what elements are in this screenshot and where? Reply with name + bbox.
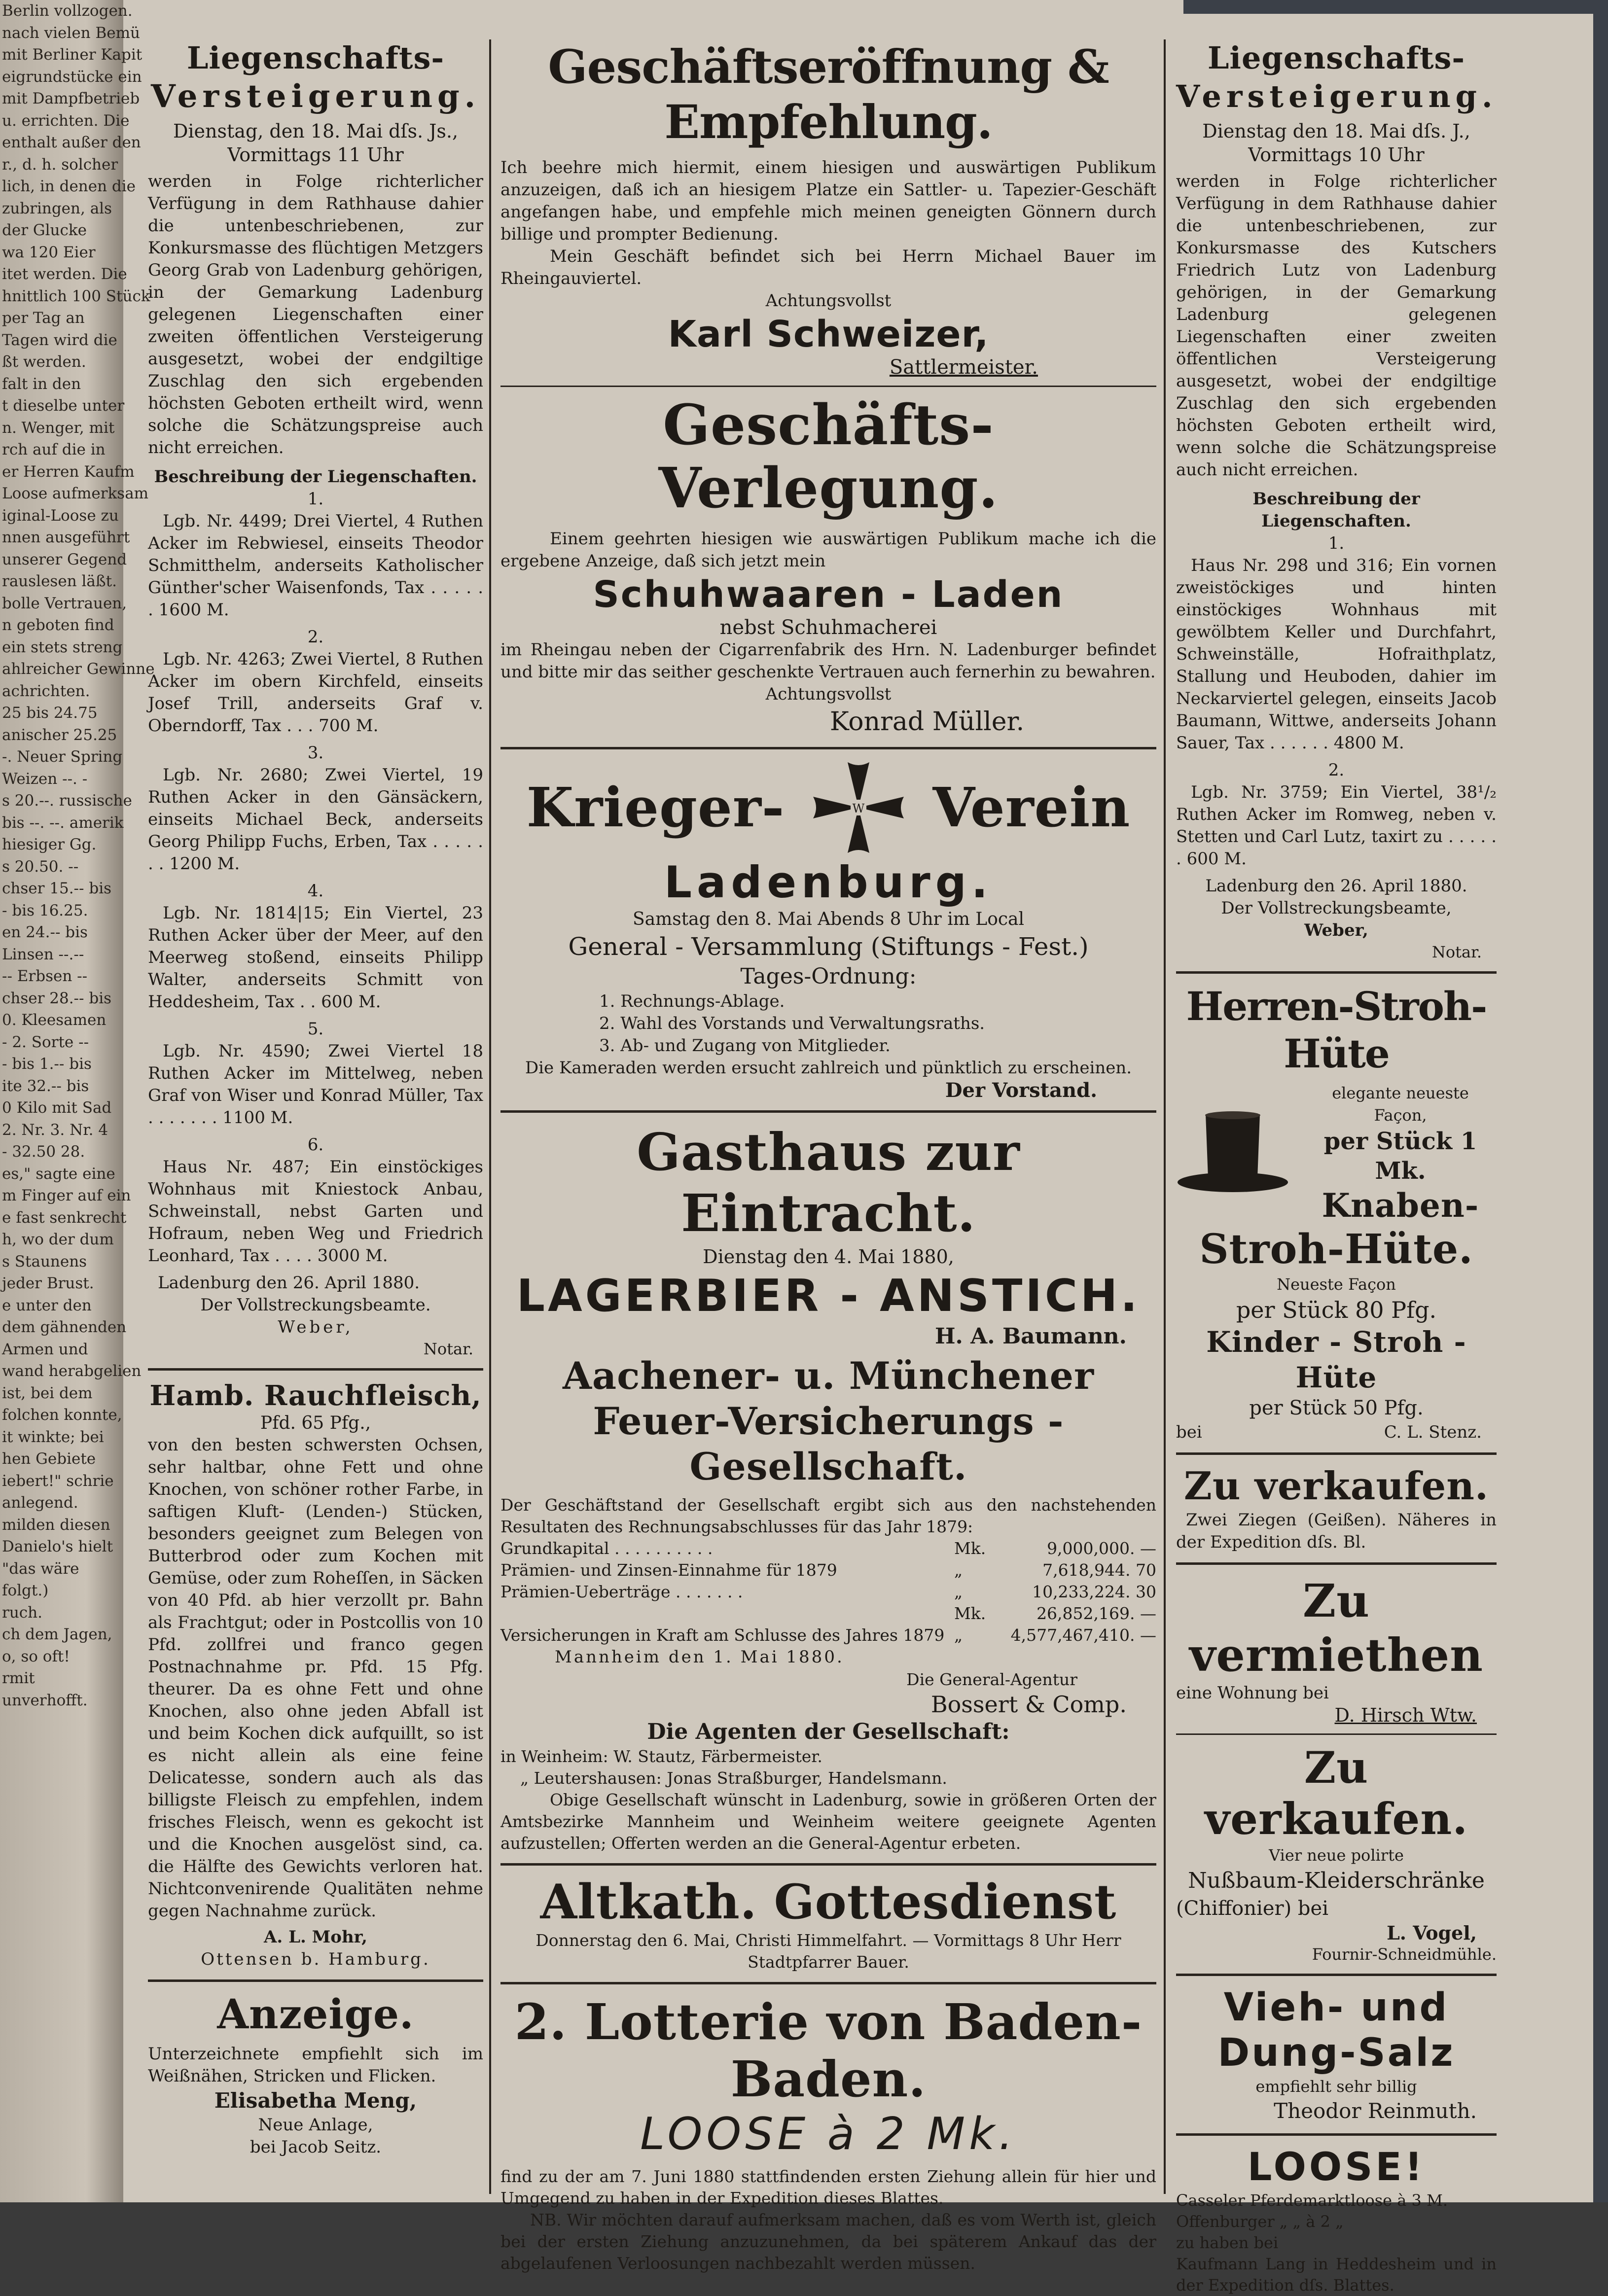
- kv-header: [500, 758, 1156, 857]
- salz-text: empfiehlt sehr billig: [1255, 2077, 1417, 2096]
- binding-text-line: eigrundstücke ein: [2, 68, 142, 86]
- binding-text-line: falt in den: [2, 375, 81, 393]
- fv-cell-mk: „: [954, 1560, 963, 1580]
- binding-text-line: rch auf die in: [2, 441, 106, 459]
- loose-l2: Offenburger „ „ à 2 „: [1176, 2212, 1344, 2231]
- binding-text-line: s Staunens: [2, 1252, 87, 1271]
- auction-official-name: Weber,: [278, 1317, 354, 1337]
- lot-title: 2. Lotterie von Baden-Baden.: [514, 1993, 1143, 2108]
- binding-text-line: 25 bis 24.75: [2, 704, 98, 722]
- fv-place: Mannheim den 1. Mai 1880.: [555, 1647, 844, 1667]
- auction-item-number: 2.: [1328, 760, 1345, 780]
- binding-text-line: m Finger auf ein: [2, 1187, 131, 1204]
- hut-kn2: Stroh-Hüte.: [1199, 1226, 1473, 1273]
- fv-cell-val: 4,577,467,410. —: [1010, 1625, 1156, 1645]
- fv-agent2: „ Leutershausen: Jonas Straßburger, Handelsmann.: [520, 1768, 947, 1788]
- binding-text-line: - 32.50 28.: [2, 1143, 85, 1161]
- rauch-text: von den besten schwersten Ochsen, sehr haltbar, ohne Fett und ohne Knochen, von schöner rother Farbe, in saftigen Kluft- (Lenden-) Stücken, besonders geeignet zum Belegen von Butterbrod oder zum Kochen mit Gemüse, oder zum Roheſſen, in Säcken von 40 Pfd. ab hier verzollt pr. Bahn als Frachtgut; oder in Postcollis von 10 Pfd. zollfrei und franco gegen Postnachnahme pr. Pfd. 15 Pfg. theurer. Da es ohne Fett und ohne Knochen, also ohne jeden Abfall ist und beim Kochen dick aufquillt, so ist es nicht allein als eine feine Delicatesse, sondern auch als das billigste Fleisch zu empfehlen, indem frisches Fleisch, wenn es gekocht ist und die Knochen ausgelöst sind, ca. die Hälfte des Gewichts verloren hat. Nichtconvenirende Qualitäten nehme gegen Nachnahme zurück.: [148, 1435, 483, 1921]
- auction-place-date: Ladenburg den 26. April 1880.: [158, 1273, 420, 1293]
- fv-cell-label: [500, 1603, 954, 1625]
- auction-title-line2: Versteigerung.: [150, 78, 481, 115]
- hut-line2: per Stück 1 Mk.: [1323, 1128, 1477, 1185]
- binding-text-line: - bis 16.25.: [2, 901, 88, 919]
- auction-official-title: Notar.: [423, 1340, 473, 1358]
- binding-text-line: dem gähnenden: [2, 1318, 127, 1336]
- fv-cell-mk: Mk.: [954, 1604, 986, 1623]
- lot-text: find zu der am 7. Juni 1880 stattfindenden ersten Ziehung allein für hier und Umgegend zu haben in der Expedition dieses Blattes.: [500, 2167, 1156, 2208]
- ge-name: Karl Schweizer,: [668, 313, 989, 355]
- binding-text-line: rauslesen läßt.: [2, 572, 117, 590]
- auction-desc-head: Beschreibung der Liegenschaften.: [154, 467, 477, 487]
- fv-cell-label: Grundkapital . . . . . . . . . .: [500, 1539, 713, 1558]
- fv-title: Aachener- u. Münchener Feuer-Versicherungs - Gesellschaft.: [562, 1354, 1095, 1488]
- zm-sig: D. Hirsch Wtw.: [1334, 1704, 1477, 1726]
- kv-agenda-item: 1. Rechnungs-Ablage.: [599, 991, 785, 1011]
- fv-cell-label: Prämien- und Zinsen-Einnahme für 1879: [500, 1560, 837, 1580]
- gv-text: Einem geehrten hiesigen wie auswärtigen Publikum mache ich die ergebene Anzeige, daß sich jetzt mein: [500, 529, 1156, 571]
- auction-item-text: Haus Nr. 487; Ein einstöckiges Wohnhaus mit Kniestock Anbau, Schweinstall, nebst Garten und Hofraum, neben Weg und Friedrich Leonhard, Tax . . . . 3000 M.: [148, 1157, 483, 1266]
- binding-text-line: anischer 25.25: [2, 726, 117, 744]
- lot-nb: NB. Wir möchten darauf aufmerksam machen, daß es vom Werth ist, gleich bei der ersten Ziehung anzuzunehmen, da bei späterem Ankauf das der abgelaufenen Verloosungen nachbezahlt werden müssen.: [500, 2210, 1156, 2273]
- rauch-price: Pfd. 65 Pfg.,: [260, 1413, 371, 1433]
- binding-text-line: - bis 1.-- bis: [2, 1055, 92, 1073]
- fv-agent1: in Weinheim: W. Stautz, Färbermeister.: [500, 1747, 822, 1766]
- fv-agents-head: Die Agenten der Gesellschaft:: [647, 1719, 1010, 1744]
- hut-sig-row: [1176, 1421, 1497, 1444]
- fv-table-row: [500, 1581, 1156, 1603]
- kv-agenda-item: 3. Ab- und Zugang von Mitglieder.: [599, 1036, 891, 1056]
- auction-item-number: 5.: [307, 1019, 324, 1039]
- hut-bei: bei: [1176, 1422, 1202, 1442]
- zv2-sig2: Fournir-Schneidmühle.: [1312, 1945, 1497, 1964]
- gv-text2: im Rheingau neben der Cigarrenfabrik des Hrn. N. Ladenburger befindet und bitte mir das seither geschenkte Vertrauen auch fernerhin zu bewahren.: [500, 640, 1156, 682]
- binding-text-line: wa 120 Eier: [2, 243, 96, 261]
- binding-text-line: s 20.50. --: [2, 857, 79, 876]
- auction-time: Vormittags 11 Uhr: [227, 144, 404, 166]
- binding-text-line: nach vielen Bemü: [2, 24, 140, 42]
- auction-intro: werden in Folge richterlicher Verfügung in dem Rathhause dahier die untenbeschriebenen, zur Konkursmasse des flüchtigen Metzgers Georg Grab von Ladenburg gehörigen, in der Gemarkung Ladenburg gelegenen Liegenschaften einer zweiten öffentlichen Versteigerung ausgesetzt, wobei der endgiltige Zuschlag den sich ergebenden höchsten Geboten ertheilt wird, wenn solche die Schätzungspreise auch nicht erreichen.: [148, 172, 483, 458]
- zv2-l2: Nußbaum-Kleiderschränke: [1188, 1868, 1485, 1893]
- ge-job: Sattlermeister.: [889, 356, 1038, 379]
- kv-right: Verein: [932, 776, 1131, 839]
- fv-cell-val: 10,233,224. 30: [1032, 1582, 1156, 1601]
- ak-text: Donnerstag den 6. Mai, Christi Himmelfahrt. — Vormittags 8 Uhr Herr Stadtpfarrer Bauer.: [536, 1931, 1121, 1972]
- auction2-official-title: Notar.: [1431, 943, 1482, 961]
- ge-title: Geschäftseröffnung & Empfehlung.: [548, 40, 1109, 149]
- binding-text-line: -- Erbsen --: [2, 967, 88, 985]
- fv-table: [500, 1538, 1156, 1646]
- ge-regards: Achtungsvollst: [765, 291, 892, 311]
- auction-item-number: 1.: [1328, 533, 1345, 553]
- rauch-sig: A. L. Mohr,: [264, 1927, 367, 1947]
- auction-item-number: 6.: [307, 1135, 324, 1155]
- top-hat-icon: [1176, 1109, 1289, 1198]
- binding-text-line: der Glucke: [2, 221, 87, 239]
- auction2-title-line1: Liegenschafts-: [1207, 40, 1465, 76]
- ge-text: Ich beehre mich hiermit, einem hiesigen und auswärtigen Publikum anzuzeigen, daß ich an hiesigem Platze ein Sattler- u. Tapezier-Geschäft angefangen habe, und empfehle mich meinen geneigten Gönnern durch billige und prompter Bedienung.: [500, 158, 1156, 244]
- binding-text-line: ein stets streng: [2, 638, 123, 656]
- iron-cross-icon: [809, 758, 908, 857]
- column-right: [1176, 39, 1497, 2296]
- fv-cell-mk: Mk.: [954, 1539, 986, 1558]
- divider: [500, 747, 1156, 749]
- auction-item-text: Lgb. Nr. 4499; Drei Viertel, 4 Ruthen Acker im Rebwiesel, einseits Theodor Schmitthelm, anderseits Katholischer Günther'scher Waisenfonds, Tax . . . . . . 1600 M.: [148, 511, 483, 620]
- fv-table-row: [500, 1559, 1156, 1581]
- binding-text-line: hiesiger Gg.: [2, 836, 97, 853]
- fv-cell-mk: „: [954, 1582, 963, 1601]
- binding-text-line: mit Dampfbetrieb: [2, 90, 140, 107]
- hut-kn-fa: Neueste Façon: [1277, 1275, 1396, 1294]
- binding-text-line: Danielo's hielt: [2, 1538, 113, 1555]
- binding-text-line: milden diesen: [2, 1516, 110, 1534]
- binding-text-line: achrichten.: [2, 682, 90, 700]
- auction2-items: [1176, 532, 1497, 870]
- binding-text-line: hnittlich 100 Stück: [2, 287, 150, 305]
- auction-item-number: 4.: [307, 881, 324, 901]
- binding-text-line: chser 28.-- bis: [2, 989, 112, 1007]
- kv-agenda-head: Tages-Ordnung:: [740, 964, 917, 989]
- auction2-official: Der Vollstreckungsbeamte,: [1221, 898, 1452, 918]
- auction-item-text: Lgb. Nr. 4263; Zwei Viertel, 8 Ruthen Acker im obern Kirchfeld, einseits Josef Trill, anderseits Graf v. Oberndorff, Tax . . . 700 M.: [148, 649, 483, 736]
- binding-text-line: Tagen wird die: [2, 331, 117, 349]
- zm-text: eine Wohnung bei: [1176, 1683, 1329, 1703]
- binding-text-line: - 2. Sorte --: [2, 1033, 89, 1051]
- column-left: [148, 39, 483, 2158]
- hut-line1: elegante neueste Façon,: [1332, 1084, 1469, 1125]
- auction-official: Der Vollstreckungsbeamte.: [200, 1295, 431, 1315]
- binding-text-line: per Tag an: [2, 309, 85, 327]
- gv-shop: Schuhwaaren - Laden: [593, 573, 1064, 616]
- auction2-official-name: Weber,: [1304, 920, 1368, 940]
- zm-title: Zu vermiethen: [1189, 1574, 1484, 1682]
- binding-text-line: mit Berliner Kapit: [2, 46, 143, 64]
- gz-name: H. A. Baumann.: [934, 1324, 1127, 1349]
- loose-l1: Casseler Pferdemarktloose à 3 M.: [1176, 2191, 1448, 2210]
- auction2-desc-head: Beschreibung der Liegenschaften.: [1252, 489, 1420, 531]
- gz-title: Gasthaus zur Eintracht.: [637, 1122, 1020, 1243]
- binding-text-line: bolle Vertrauen,: [2, 594, 127, 612]
- auction-item-number: 2.: [307, 627, 324, 647]
- kv-event: General - Versammlung (Stiftungs - Fest.): [568, 932, 1089, 961]
- binding-text-line: hen Gebiete: [2, 1450, 96, 1468]
- gv-regards: Achtungsvollst: [765, 684, 892, 704]
- binding-text-line: n geboten find: [2, 616, 114, 634]
- auction2-place-date: Ladenburg den 26. April 1880.: [1205, 876, 1467, 896]
- binding-text-line: anlegend.: [2, 1494, 78, 1512]
- divider: [148, 1368, 483, 1371]
- divider: [500, 1982, 1156, 1984]
- binding-text-line: Berlin vollzogen.: [2, 2, 133, 20]
- loose-l3: zu haben bei: [1176, 2233, 1279, 2252]
- binding-text-line: 2. Nr. 3. Nr. 4: [2, 1121, 108, 1139]
- binding-text-line: o, so oft!: [2, 1647, 70, 1665]
- anzeige-text: Unterzeichnete empfiehlt sich im Weißnähen, Stricken und Flicken.: [148, 2044, 483, 2086]
- kv-city: Ladenburg.: [664, 857, 993, 908]
- binding-text-line: "das wäre: [2, 1559, 79, 1578]
- auction-item-text: Lgb. Nr. 3759; Ein Viertel, 38¹/₂ Ruthen Acker im Romweg, neben v. Stetten und Carl Lutz, taxirt zu . . . . . . 600 M.: [1176, 782, 1497, 869]
- salz-title2: Dung-Salz: [1217, 2031, 1455, 2075]
- binding-text-line: lich, in denen die: [2, 177, 136, 195]
- fv-cell-val: 26,852,169. —: [1036, 1604, 1156, 1623]
- fv-agency: Die General-Agentur: [906, 1670, 1077, 1689]
- fv-table-row: [500, 1603, 1156, 1625]
- binding-column: [0, 0, 155, 2202]
- auction-item-number: 1.: [307, 489, 324, 509]
- divider: [500, 1863, 1156, 1866]
- fv-wish: Obige Gesellschaft wünscht in Ladenburg, sowie in größeren Orten der Amtsbezirke Mannheim und Weinheim weitere geeignete Agenten aufzustellen; Offerten werden an die General-Agentur erbeten.: [500, 1790, 1156, 1853]
- hut-ki: Kinder - Stroh - Hüte: [1206, 1325, 1466, 1394]
- gz-date: Dienstag den 4. Mai 1880,: [703, 1246, 954, 1268]
- auction-item-text: Lgb. Nr. 1814|15; Ein Viertel, 23 Ruthen Acker über der Meer, auf den Meerweg stoßend, einseits Philipp Walter, anderseits Schmitt von Heddesheim, Tax . . 600 M.: [148, 903, 483, 1012]
- hut-title: Herren-Stroh-Hüte: [1186, 983, 1487, 1077]
- scan-edge-top: [1183, 0, 1608, 14]
- fv-table-row: [500, 1625, 1156, 1646]
- fv-agency-name: Bossert & Comp.: [930, 1691, 1127, 1718]
- binding-text-line: ch dem Jagen,: [2, 1625, 112, 1643]
- anzeige-addr2: bei Jacob Seitz.: [250, 2137, 382, 2157]
- binding-text-line: rmit: [2, 1669, 35, 1687]
- binding-text-line: nnen ausgeführt: [2, 529, 130, 546]
- salz-title1: Vieh- und: [1223, 1985, 1449, 2030]
- gz-event: LAGERBIER - ANSTICH.: [516, 1270, 1141, 1322]
- auction-title-line1: Liegenschafts-: [186, 40, 445, 76]
- binding-text-line: er Herren Kaufm: [2, 462, 135, 481]
- kv-agenda: [599, 990, 1156, 1057]
- ge-text2: Mein Geschäft befindet sich bei Herrn Michael Bauer im Rheingauviertel.: [500, 247, 1156, 288]
- binding-text-line: 0 Kilo mit Sad: [2, 1099, 112, 1117]
- binding-text-line: jeder Brust.: [2, 1274, 94, 1292]
- zv2-title: Zu verkaufen.: [1205, 1742, 1468, 1844]
- scan-edge-right: [1593, 0, 1608, 2202]
- fv-cell-val: 7,618,944. 70: [1042, 1560, 1156, 1580]
- binding-text-line: bis --. --. amerik: [2, 813, 124, 832]
- anzeige-title: Anzeige.: [217, 1991, 414, 2038]
- fv-table-row: [500, 1538, 1156, 1559]
- binding-text-line: iebert!" schrie: [2, 1472, 114, 1490]
- zv1-title: Zu verkaufen.: [1183, 1464, 1489, 1509]
- auction-items: [148, 488, 483, 1267]
- zv2-sig: L. Vogel,: [1387, 1922, 1477, 1944]
- binding-text-line: folchen konnte,: [2, 1406, 122, 1424]
- binding-text-line: zubringen, als: [2, 199, 112, 217]
- binding-text-line: Weizen --. -: [2, 770, 88, 788]
- binding-text-line: 0. Kleesamen: [2, 1011, 107, 1029]
- binding-text-line: folgt.): [2, 1582, 49, 1599]
- anzeige-addr1: Neue Anlage,: [258, 2115, 373, 2135]
- binding-text-line: es," sagte eine: [2, 1165, 115, 1183]
- auction-item-text: Lgb. Nr. 4590; Zwei Viertel 18 Ruthen Acker im Mittelweg, neben Graf von Wiser und Konrad Müller, Tax . . . . . . . 1100 M.: [148, 1041, 483, 1128]
- binding-text-line: e unter den: [2, 1296, 92, 1314]
- divider: [500, 386, 1156, 387]
- binding-text-line: itet werden. Die: [2, 265, 127, 283]
- kv-note: Die Kameraden werden ersucht zahlreich und pünktlich zu erscheinen.: [525, 1058, 1132, 1078]
- binding-text-line: unserer Gegend: [2, 550, 127, 568]
- binding-text-line: Loose aufmerksam: [2, 485, 149, 502]
- fv-cell-mk: „: [954, 1625, 963, 1645]
- binding-text-line: -. Neuer Spring: [2, 748, 123, 766]
- zv2-l3: (Chiffonier) bei: [1176, 1897, 1329, 1920]
- gv-title: Geschäfts-Verlegung.: [658, 393, 999, 521]
- hut-ki-price: per Stück 50 Pfg.: [1249, 1397, 1424, 1419]
- binding-text-line: ite 32.-- bis: [2, 1077, 89, 1095]
- divider: [1176, 2133, 1497, 2136]
- kv-when: Samstag den 8. Mai Abends 8 Uhr im Local: [632, 909, 1025, 929]
- binding-text-line: s 20.--. russische: [2, 792, 132, 810]
- auction-date: Dienstag, den 18. Mai dſs. Js.,: [173, 120, 459, 142]
- binding-text-line: chser 15.-- bis: [2, 880, 112, 897]
- divider: [1176, 1562, 1497, 1565]
- binding-text-line: unverhofft.: [2, 1691, 88, 1709]
- rauch-title: Hamb. Rauchfleisch,: [149, 1379, 482, 1412]
- hut-text: [1304, 1082, 1497, 1225]
- hut-sig: C. L. Stenz.: [1384, 1422, 1482, 1442]
- gv-sub: nebst Schuhmacherei: [719, 616, 937, 639]
- hut-kn-price: per Stück 80 Pfg.: [1236, 1297, 1437, 1323]
- binding-text-line: t dieselbe unter: [2, 397, 125, 415]
- binding-text-line: ßt werden.: [2, 353, 86, 371]
- anzeige-sig: Elisabetha Meng,: [214, 2088, 417, 2113]
- auction2-intro: werden in Folge richterlicher Verfügung in dem Rathhause dahier die untenbeschriebenen, zur Konkursmasse des Kutschers Friedrich Lutz von Ladenburg gehörigen, in der Gemarkung Ladenburg gelegenen Liegenschaften einer zweiten öffentlichen Versteigerung ausgesetzt, wobei der endgiltige Zuschlag den sich ergebenden höchsten Geboten ertheilt wird, wenn solche die Schätzungspreise auch nicht erreichen.: [1176, 172, 1497, 480]
- lot-price: LOOSE à 2 Mk.: [640, 2108, 1017, 2160]
- loose-title: LOOSE!: [1247, 2145, 1426, 2190]
- fv-cell-label: Versicherungen in Kraft am Schlusse des Jahres 1879: [500, 1625, 945, 1645]
- kv-sig: Der Vorstand.: [945, 1079, 1097, 1102]
- zv2-l1: Vier neue polirte: [1269, 1846, 1404, 1865]
- gv-name: Konrad Müller.: [829, 707, 1025, 737]
- auction-item-text: Lgb. Nr. 2680; Zwei Viertel, 19 Ruthen Acker in den Gänsäckern, einseits Michael Beck, anderseits Georg Philipp Fuchs, Erben, Tax . . . . . . . 1200 M.: [148, 765, 483, 874]
- divider: [500, 1110, 1156, 1113]
- binding-text-line: iginal-Loose zu: [2, 506, 119, 525]
- fv-intro: Der Geschäftstand der Gesellschaft ergibt sich aus den nachstehenden Resultaten des Rechnungsabschlusses für das Jahr 1879:: [500, 1495, 1156, 1536]
- column-rule-right: [1164, 39, 1166, 2194]
- binding-text-line: h, wo der dum: [2, 1231, 114, 1248]
- binding-text-line: it winkte; bei: [2, 1428, 104, 1446]
- binding-text-line: ist, bei dem: [2, 1384, 93, 1402]
- svg-text:W: W: [853, 802, 865, 815]
- divider: [1176, 971, 1497, 974]
- loose-l4: Kaufmann Lang in Heddesheim und in der Expedition dſs. Blattes.: [1176, 2255, 1497, 2295]
- binding-text-line: ruch.: [2, 1603, 42, 1622]
- hut-row: [1176, 1082, 1497, 1225]
- binding-text-line: e fast senkrecht: [2, 1208, 127, 1227]
- binding-text-line: n. Wenger, mit: [2, 419, 115, 437]
- divider: [148, 1979, 483, 1982]
- binding-text-line: Linsen --.--: [2, 945, 84, 963]
- salz-sig: Theodor Reinmuth.: [1274, 2099, 1477, 2123]
- zv1-text: Zwei Ziegen (Geißen). Näheres in der Expedition dſs. Bl.: [1176, 1510, 1497, 1552]
- binding-text-line: u. errichten. Die: [2, 111, 130, 130]
- kv-agenda-item: 2. Wahl des Vorstands und Verwaltungsraths.: [599, 1014, 985, 1033]
- binding-text-line: en 24.-- bis: [2, 923, 88, 941]
- rauch-place: Ottensen b. Hamburg.: [201, 1949, 430, 1969]
- column-rule-left: [489, 39, 491, 2194]
- fv-cell-label: Prämien-Ueberträge . . . . . . .: [500, 1582, 743, 1601]
- auction2-time: Vormittags 10 Uhr: [1248, 144, 1425, 166]
- binding-text-line: ahlreicher Gewinne: [2, 660, 155, 678]
- binding-text-line: wand herabgelien: [2, 1362, 142, 1380]
- auction2-date: Dienstag den 18. Mai dſs. J.,: [1202, 120, 1470, 142]
- ak-title: Altkath. Gottesdienst: [540, 1874, 1117, 1930]
- binding-text-line: enthalt außer den: [2, 134, 141, 151]
- divider: [1176, 1974, 1497, 1976]
- binding-text-line: Armen und: [2, 1340, 88, 1358]
- fv-cell-val: 9,000,000. —: [1047, 1539, 1156, 1558]
- column-middle: [500, 39, 1156, 2274]
- auction-item-text: Haus Nr. 298 und 316; Ein vornen zweistöckiges und hinten einstöckiges Wohnhaus mit gewölbtem Keller und Durchfahrt, Schweinställe, Hofraithplatz, Stallung und Heuboden, dahier im Neckarviertel gelegen, einseits Jacob Baumann, Wittwe, anderseits Johann Sauer, Tax . . . . . . 4800 M.: [1176, 556, 1497, 753]
- auction2-title-line2: Versteigerung.: [1176, 78, 1498, 114]
- divider: [1176, 1733, 1497, 1735]
- hut-kn1: Knaben-: [1322, 1186, 1479, 1225]
- auction-item-number: 3.: [307, 743, 324, 763]
- binding-text-line: r., d. h. solcher: [2, 155, 118, 174]
- divider: [1176, 1452, 1497, 1455]
- kv-left: Krieger-: [526, 776, 785, 839]
